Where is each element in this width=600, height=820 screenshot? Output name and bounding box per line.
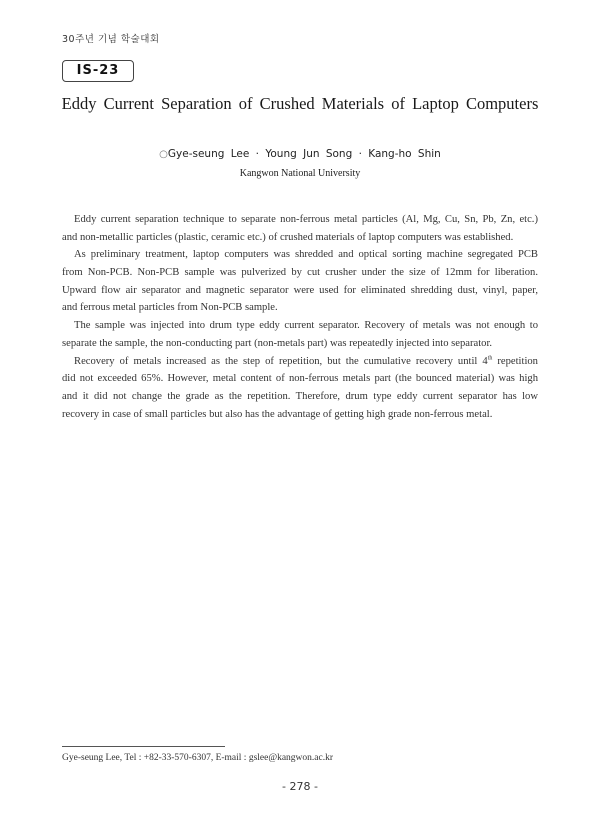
body-line: recovery in case of small particles but also has the advantage of getting high grade non-ferrous metal. (62, 408, 493, 420)
body-line: Eddy current separation technique to separate non-ferrous metal particles (Al, Mg, Cu, Sn, Pb, Zn, etc.) (74, 214, 538, 225)
running-header: 30주년 기념 학술대회 (62, 34, 160, 45)
paper-title: Eddy Current Separation of Crushed Materials of Laptop Computers (61, 94, 539, 113)
affiliation: Kangwon National University (239, 168, 361, 179)
body-line: As preliminary treatment, laptop computers was shredded and optical sorting machine segregated PCB (74, 249, 538, 261)
line-text: repetition (492, 355, 538, 367)
body-line: separate the sample, the non-conducting part (non-metals part) was repeatedly injected into separator. (62, 337, 493, 349)
body-line: did not exceeded 65%. However, metal content of non-ferrous metals part (the bounced material) was high (62, 373, 538, 385)
body-line: and it did not change the grade as the repetition. Therefore, drum type eddy current separator has low (62, 390, 538, 402)
body-line: and ferrous metal particles from Non-PCB sample. (62, 302, 278, 314)
body-line: and non-metallic particles (plastic, ceramic etc.) of crushed materials of laptop computers was established. (62, 231, 514, 243)
page-number: - 278 - (282, 780, 318, 793)
session-badge: IS-23 (62, 60, 134, 82)
body-line: from Non-PCB. Non-PCB sample was pulverized by cut crusher under the size of 12mm for liberation. (62, 267, 538, 279)
author-names: Gye-seung Lee · Young Jun Song · Kang-ho Shin (167, 148, 441, 160)
body-line: The sample was injected into drum type eddy current separator. Recovery of metals was not enough to (74, 320, 538, 332)
line-text: Recovery of metals increased as the step of repetition, but the cumulative recovery until 4 (74, 355, 488, 367)
footnote-divider (62, 746, 225, 747)
footnote: Gye-seung Lee, Tel : +82-33-570-6307, E-mail : gslee@kangwon.ac.kr (62, 753, 334, 763)
body-line: Upward flow air separator and magnetic separator were used for eliminated shredding dust, vinyl, paper, (62, 284, 538, 296)
abstract-body (62, 211, 538, 423)
body-line (62, 353, 538, 371)
author-list (0, 148, 600, 160)
presenter-marker-icon: ○ (159, 149, 168, 160)
superscript: th (487, 354, 493, 361)
